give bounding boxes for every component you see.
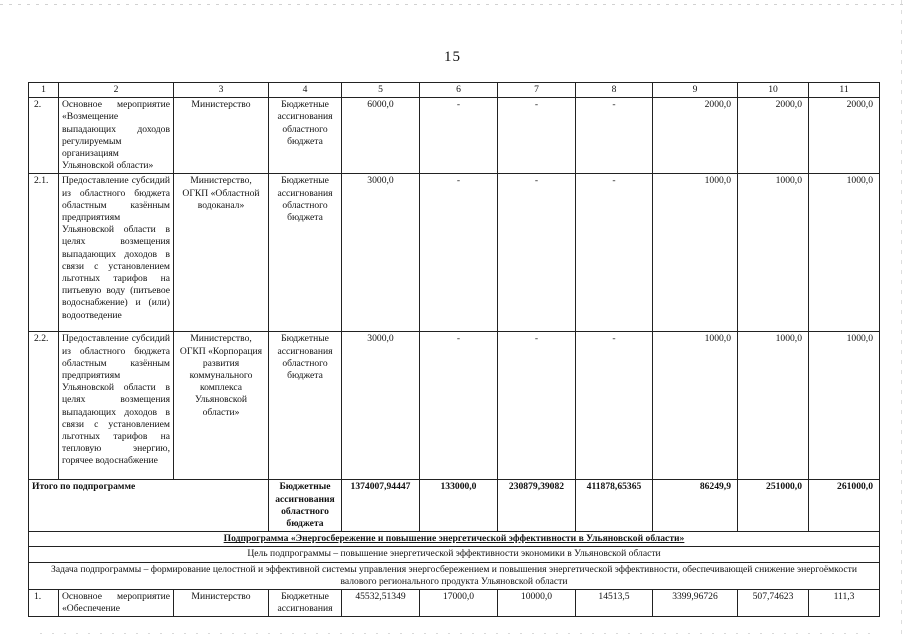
- total-row: [29, 480, 880, 532]
- col-header: 11: [809, 83, 880, 98]
- value-cell: -: [576, 98, 653, 174]
- value-cell: -: [420, 174, 498, 332]
- value-cell: 1000,0: [809, 174, 880, 332]
- subprogram-goal-row: [29, 547, 880, 562]
- executor: Министерство: [174, 98, 269, 174]
- total-funding-source: Бюджетные ассигнования областного бюджета: [269, 480, 342, 532]
- value-cell: 1000,0: [809, 332, 880, 480]
- activity-name: Основное мероприятие «Обеспечение: [59, 590, 174, 617]
- value-cell: 1000,0: [653, 174, 738, 332]
- row-number: 2.1.: [29, 174, 59, 332]
- funding-source: Бюджетные ассигнования областного бюджета: [269, 332, 342, 480]
- scan-artifact-edge: [901, 0, 902, 640]
- scan-artifact-top: [0, 4, 905, 5]
- subprogram-task-row: [29, 562, 880, 589]
- value-cell: 3000,0: [342, 332, 420, 480]
- table-row: [29, 332, 880, 480]
- value-cell: -: [420, 332, 498, 480]
- page-number: 15: [444, 49, 461, 65]
- total-value: 251000,0: [738, 480, 809, 532]
- total-value: 86249,9: [653, 480, 738, 532]
- row-number: 2.: [29, 98, 59, 174]
- subprogram-title-row: [29, 532, 880, 547]
- value-cell: 17000,0: [420, 590, 498, 617]
- row-number: 1.: [29, 590, 59, 617]
- col-header: 10: [738, 83, 809, 98]
- value-cell: -: [420, 98, 498, 174]
- col-header: 1: [29, 83, 59, 98]
- col-header: 4: [269, 83, 342, 98]
- value-cell: 45532,51349: [342, 590, 420, 617]
- value-cell: -: [576, 174, 653, 332]
- value-cell: 14513,5: [576, 590, 653, 617]
- activity-name: Предоставление субсидий из областного бюджета областным казённым предприятиям Ульяновской области в целях возмещения выпадающих доходов в связи с установлением льготных тарифов на питьевую воду (питьевое водоснабжение) и (или) водоотведение: [59, 174, 174, 332]
- executor: Министерство: [174, 590, 269, 617]
- scan-artifact-bottom: [40, 633, 880, 634]
- col-header: 3: [174, 83, 269, 98]
- value-cell: 2000,0: [738, 98, 809, 174]
- value-cell: 2000,0: [809, 98, 880, 174]
- value-cell: 3399,96726: [653, 590, 738, 617]
- total-label: Итого по подпрограмме: [29, 480, 269, 532]
- value-cell: -: [576, 332, 653, 480]
- col-header: 9: [653, 83, 738, 98]
- col-header: 6: [420, 83, 498, 98]
- col-header: 2: [59, 83, 174, 98]
- col-header: 7: [498, 83, 576, 98]
- activity-name: Предоставление субсидий из областного бюджета областным казённым предприятиям Ульяновской области в целях возмещения выпадающих доходов в связи с установлением льготных тарифов на тепловую энергию, горячее водоснабжение: [59, 332, 174, 480]
- total-value: 261000,0: [809, 480, 880, 532]
- table-row: [29, 98, 880, 174]
- value-cell: 1000,0: [653, 332, 738, 480]
- program-table: [28, 82, 880, 617]
- table-row: [29, 590, 880, 617]
- subprogram-goal: Цель подпрограммы – повышение энергетической эффективности экономики в Ульяновской области: [29, 547, 880, 562]
- value-cell: 3000,0: [342, 174, 420, 332]
- total-value: 411878,65365: [576, 480, 653, 532]
- value-cell: 111,3: [809, 590, 880, 617]
- funding-source: Бюджетные ассигнования: [269, 590, 342, 617]
- value-cell: -: [498, 174, 576, 332]
- value-cell: 1000,0: [738, 332, 809, 480]
- total-value: 133000,0: [420, 480, 498, 532]
- subprogram-title: Подпрограмма «Энергосбережение и повышение энергетической эффективности в Ульяновской области»: [223, 533, 685, 545]
- value-cell: 6000,0: [342, 98, 420, 174]
- col-header: 5: [342, 83, 420, 98]
- column-number-row: [29, 83, 880, 98]
- executor: Министерство, ОГКП «Корпорация развития коммунального комплекса Ульяновской области»: [174, 332, 269, 480]
- value-cell: 2000,0: [653, 98, 738, 174]
- executor: Министерство, ОГКП «Областной водоканал»: [174, 174, 269, 332]
- subprogram-task: Задача подпрограммы – формирование целостной и эффективной системы управления энергосбережением и повышения энергетической эффективности, обеспечивающей снижение энергоёмкости валового регионального продукта Ульяновской области: [29, 562, 880, 589]
- total-value: 230879,39082: [498, 480, 576, 532]
- value-cell: 507,74623: [738, 590, 809, 617]
- value-cell: 1000,0: [738, 174, 809, 332]
- activity-name: Основное мероприятие «Возмещение выпадающих доходов регулируемым организациям Ульяновской области»: [59, 98, 174, 174]
- funding-source: Бюджетные ассигнования областного бюджета: [269, 174, 342, 332]
- value-cell: -: [498, 98, 576, 174]
- table-row: [29, 174, 880, 332]
- row-number: 2.2.: [29, 332, 59, 480]
- funding-source: Бюджетные ассигнования областного бюджета: [269, 98, 342, 174]
- col-header: 8: [576, 83, 653, 98]
- value-cell: -: [498, 332, 576, 480]
- total-value: 1374007,94447: [342, 480, 420, 532]
- value-cell: 10000,0: [498, 590, 576, 617]
